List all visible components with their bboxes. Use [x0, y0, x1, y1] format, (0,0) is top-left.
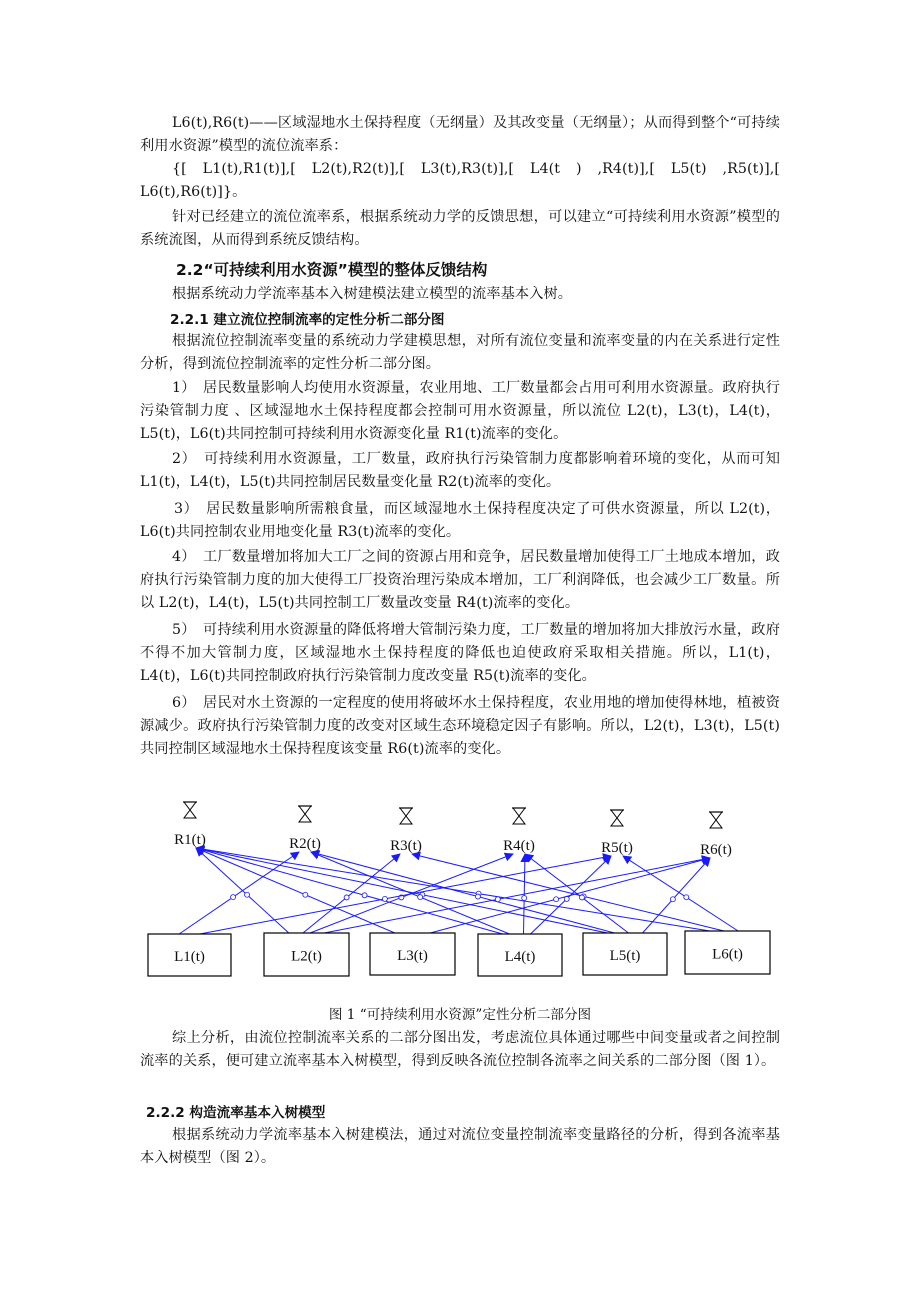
- rate-label: R2(t): [289, 836, 321, 852]
- rate-label: R1(t): [174, 832, 206, 848]
- rate-node: [174, 802, 206, 848]
- paragraph-summary: 综上分析，由流位控制流率关系的二部分图出发，考虑流位具体通过哪些中间变量或者之间控制流率的关系，便可建立流率基本入树模型，得到反映各流位控制各流率之间关系的二部分图（图 1）。: [140, 1030, 780, 1069]
- level-label: L2(t): [291, 948, 322, 965]
- rate-valve-icon: [400, 808, 412, 824]
- level-node: [478, 934, 562, 976]
- edge-auxiliary-node: [362, 893, 367, 898]
- edge-auxiliary-node: [684, 895, 689, 900]
- level-node: [685, 931, 770, 974]
- paragraph-item-3: 3） 居民数量影响所需粮食量，而区域湿地水土保持程度决定了可供水资源量，所以 L2(t)，L6(t)共同控制农业用地变化量 R3(t)流率的变化。: [140, 501, 780, 540]
- diagram-edge: [196, 848, 395, 933]
- rate-label: R3(t): [390, 838, 422, 854]
- rate-node: [289, 806, 321, 852]
- figure-caption: 图 1 “可持续利用水资源”定性分析二部分图: [328, 1007, 592, 1023]
- paragraph-qualitative-analysis: 根据流位控制流率变量的系统动力学建模思想，对所有流位变量和流率变量的内在关系进行定性分析，得到流位控制流率的定性分析二部分图。: [140, 333, 780, 372]
- edge-auxiliary-node: [522, 896, 527, 901]
- section-heading-2-2: 2.2“可持续利用水资源”模型的整体反馈结构: [176, 261, 488, 279]
- level-label: L6(t): [712, 946, 743, 963]
- level-node: [583, 933, 667, 975]
- rate-label: R4(t): [503, 838, 535, 854]
- diagram-edge: [196, 848, 608, 933]
- edge-auxiliary-node: [231, 895, 236, 900]
- level-label: L3(t): [397, 948, 428, 964]
- diagram-edge: [412, 854, 724, 931]
- paragraph-item-5: 5） 可持续利用水资源量的降低将增大管制污染力度，工厂数量的增加将加大排放污水量，政府不得不加大管制力度，区域湿地水土保持程度的降低也迫使政府采取相关措施。所以，L1(t)，L4(t)，L6(t)共同控制政府执行污染管制力度改变量 R5(t)流率的变化。: [140, 622, 780, 684]
- edge-auxiliary-node: [670, 897, 675, 902]
- paragraph-build-rate-tree: 根据系统动力学流率基本入树建模法，通过对流位变量控制流率变量路径的分析，得到各流率基本入树模型（图 2）。: [140, 1127, 780, 1166]
- paragraph-feedback-thought: 针对已经建立的流位流率系，根据系统动力学的反馈思想，可以建立“可持续利用水资源”模型的系统流图，从而得到系统反馈结构。: [140, 209, 780, 248]
- rate-node: [503, 808, 535, 854]
- level-label: L1(t): [174, 949, 205, 965]
- edge-auxiliary-node: [245, 892, 250, 897]
- paragraph-level-rate-definition: L6(t),R6(t)——区域湿地水土保持程度（无纲量）及其改变量（无纲量）；从而得到整个“可持续利用水资源”模型的流位流率系：: [140, 115, 780, 154]
- paragraph-level-rate-system: {[ L1(t),R1(t)],[ L2(t),R2(t)],[ L3(t),R3(t)],[ L4(t ) ,R4(t)],[ L5(t) ,R5(t)],[ L6(t),R6(t)]}。: [140, 161, 780, 200]
- rate-valve-icon: [299, 806, 311, 822]
- edge-auxiliary-node: [495, 897, 500, 902]
- edge-auxiliary-node: [418, 895, 423, 900]
- diagram-edge: [179, 852, 299, 934]
- rate-node: [700, 812, 732, 858]
- paragraph-item-6: 6） 居民对水土资源的一定程度的使用将破坏水土保持程度，农业用地的增加使得林地，植被资源减少。政府执行污染管制力度的改变对区域生态环境稳定因子有影响。所以，L2(t)，L3(t)，L5(t)共同控制区域湿地水土保持程度该变量 R6(t)流率的变化。: [140, 695, 780, 757]
- level-label: L4(t): [504, 949, 536, 965]
- rate-label: R5(t): [601, 840, 633, 856]
- paragraph-item-4: 4） 工厂数量增加将加大工厂之间的资源占用和竞争，居民数量增加使得工厂土地成本增加，政府执行污染管制力度的加大使得工厂投资治理污染成本增加，工厂利润降低，也会减少工厂数量。所以 L2(t)，L4(t)，L5(t)共同控制工厂数量改变量 R4(t)流率的变化。: [140, 549, 780, 611]
- edge-auxiliary-node: [344, 895, 349, 900]
- diagram-edge: [200, 856, 611, 934]
- paragraph-item-2: 2） 可持续利用水资源量，工厂数量，政府执行污染管制力度都影响着环境的变化，从而可知 L1(t)，L4(t)，L5(t)共同控制居民数量变化量 R2(t)流率的变化。: [140, 451, 780, 490]
- level-node: [264, 933, 349, 976]
- level-node: [148, 934, 231, 976]
- paragraph-rate-tree-method: 根据系统动力学流率基本入树建模法建立模型的流率基本入树。: [172, 286, 573, 302]
- rate-valve-icon: [710, 812, 722, 828]
- subsection-heading-2-2-1: 2.2.1 建立流位控制流率的定性分析二部分图: [170, 312, 445, 328]
- rate-node: [601, 810, 633, 856]
- bipartite-diagram: [140, 800, 780, 990]
- edge-auxiliary-node: [303, 892, 308, 897]
- level-node: [370, 933, 455, 975]
- paragraph-item-1: 1） 居民数量影响人均使用水资源量，农业用地、工厂数量都会占用可利用水资源量。政府执行污染管制力度 、区域湿地水土保持程度都会控制可用水资源量，所以流位 L2(t)，L3(t)，L4(t)，L5(t)，L6(t)共同控制可持续利用水资源变化量 R1(t)流率的变化。: [140, 380, 780, 442]
- edge-auxiliary-node: [475, 894, 480, 899]
- rate-valve-icon: [513, 808, 525, 824]
- rate-valve-icon: [184, 802, 196, 818]
- rate-node: [390, 808, 422, 854]
- edge-auxiliary-node: [579, 895, 584, 900]
- rate-label: R6(t): [700, 842, 732, 858]
- subsection-heading-2-2-2: 2.2.2 构造流率基本入树模型: [146, 1105, 326, 1121]
- edge-auxiliary-node: [554, 897, 559, 902]
- rate-valve-icon: [611, 810, 623, 826]
- edge-auxiliary-node: [382, 896, 387, 901]
- level-label: L5(t): [609, 948, 641, 964]
